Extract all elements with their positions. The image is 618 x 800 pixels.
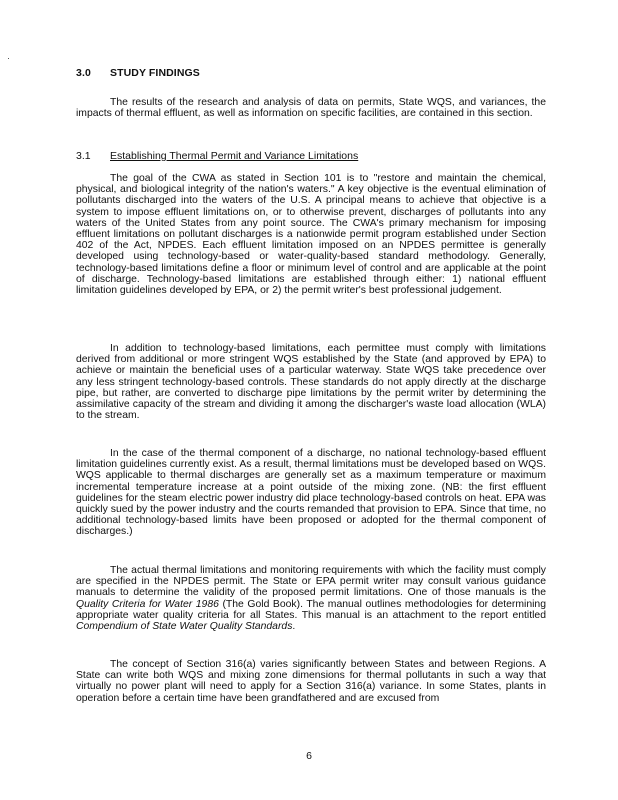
paragraph-cwa-goal: The goal of the CWA as stated in Section 101 is to "restore and maintain the chemical, physical, and biological integrity of the nation's waters." A key objective is the eventual elimination of pollutants discharged into the waters of the U.S. A principal means to achieve that objective is a system to impose effluent limitations on, or to otherwise prevent, discharges of pollutants into any waters of the United States from any point source. The CWA's primary mechanism for imposing effluent limitations on pollutant discharges is a nationwide permit program established under Section 402 of the Act, NPDES. Each effluent limitation imposed on an NPDES permittee is generally developed using technology-based or water-quality-based standard methodology. Generally, technology-based limitations define a floor or minimum level of control and are applicable at the point of discharge. Technology-based limitations are established through either: 1) national effluent limitation guidelines developed by EPA, or 2) the permit writer's best professional judgement. xyxy=(76,173,546,297)
gold-book-title: Quality Criteria for Water 1986 xyxy=(76,598,219,610)
subsection-title: Establishing Thermal Permit and Variance Limitations xyxy=(110,150,359,162)
subsection-number: 3.1 xyxy=(76,150,91,162)
paragraph-thermal-component: In the case of the thermal component of a discharge, no national technology-based effluent limitation guidelines currently exist. As a result, thermal limitations must be developed based on WQS. WQS applicable to thermal discharges are generally set as a maximum temperature or maximum incremental temperature increase at a point outside of the mixing zone. (NB: the first effluent guidelines for the steam electric power industry did place technology-based controls on heat. EPA was quickly sued by the power industry and the courts remanded that provision to EPA. Since that time, no additional technology-based limits have been proposed or adopted for the thermal component of discharges.) xyxy=(76,448,546,538)
paragraph-section-316a: The concept of Section 316(a) varies significantly between States and between Regions. A State can write both WQS and mixing zone dimensions for thermal pollutants in such a way that virtually no power plant will need to apply for a Section 316(a) variance. In some States, plants in operation before a certain time have been grandfathered and are excused from xyxy=(76,659,546,704)
section-number: 3.0 xyxy=(76,67,91,79)
paragraph-intro: The results of the research and analysis of data on permits, State WQS, and variances, the impacts of thermal effluent, as well as information on specific facilities, are contained in this section. xyxy=(76,97,546,120)
page-number: 6 xyxy=(306,750,312,762)
section-title: STUDY FINDINGS xyxy=(110,67,200,79)
scan-speck xyxy=(8,58,9,59)
paragraph-5-text-c: . xyxy=(292,621,296,633)
paragraph-5-text-b: (The Gold Book). The manual outlines methodologies for determining appropriate water quality criteria for all States. This manual is an attachment to the report entitled xyxy=(76,598,546,621)
section-heading xyxy=(76,67,200,79)
compendium-title: Compendium of State Water Quality Standards xyxy=(76,621,293,633)
paragraph-5-text-a: The actual thermal limitations and monitoring requirements with which the facility must comply are specified in the NPDES permit. The State or EPA permit writer may consult various guidance manuals to determine the validity of the proposed permit limitations. One of those manuals is the xyxy=(76,565,546,599)
subsection-heading xyxy=(76,150,358,162)
paragraph-technology-limits: In addition to technology-based limitations, each permittee must comply with limitations derived from additional or more stringent WQS established by the State (and approved by EPA) to achieve or maintain the beneficial uses of a particular waterway. State WQS take precedence over any less stringent technology-based controls. These standards do not apply directly at the discharge pipe, but rather, are converted to discharge pipe limitations by the permit writer by determining the assimilative capacity of the stream and dividing it among the discharger's waste load allocation (WLA) to the stream. xyxy=(76,343,546,422)
paragraph-npdes-permit xyxy=(76,565,546,632)
